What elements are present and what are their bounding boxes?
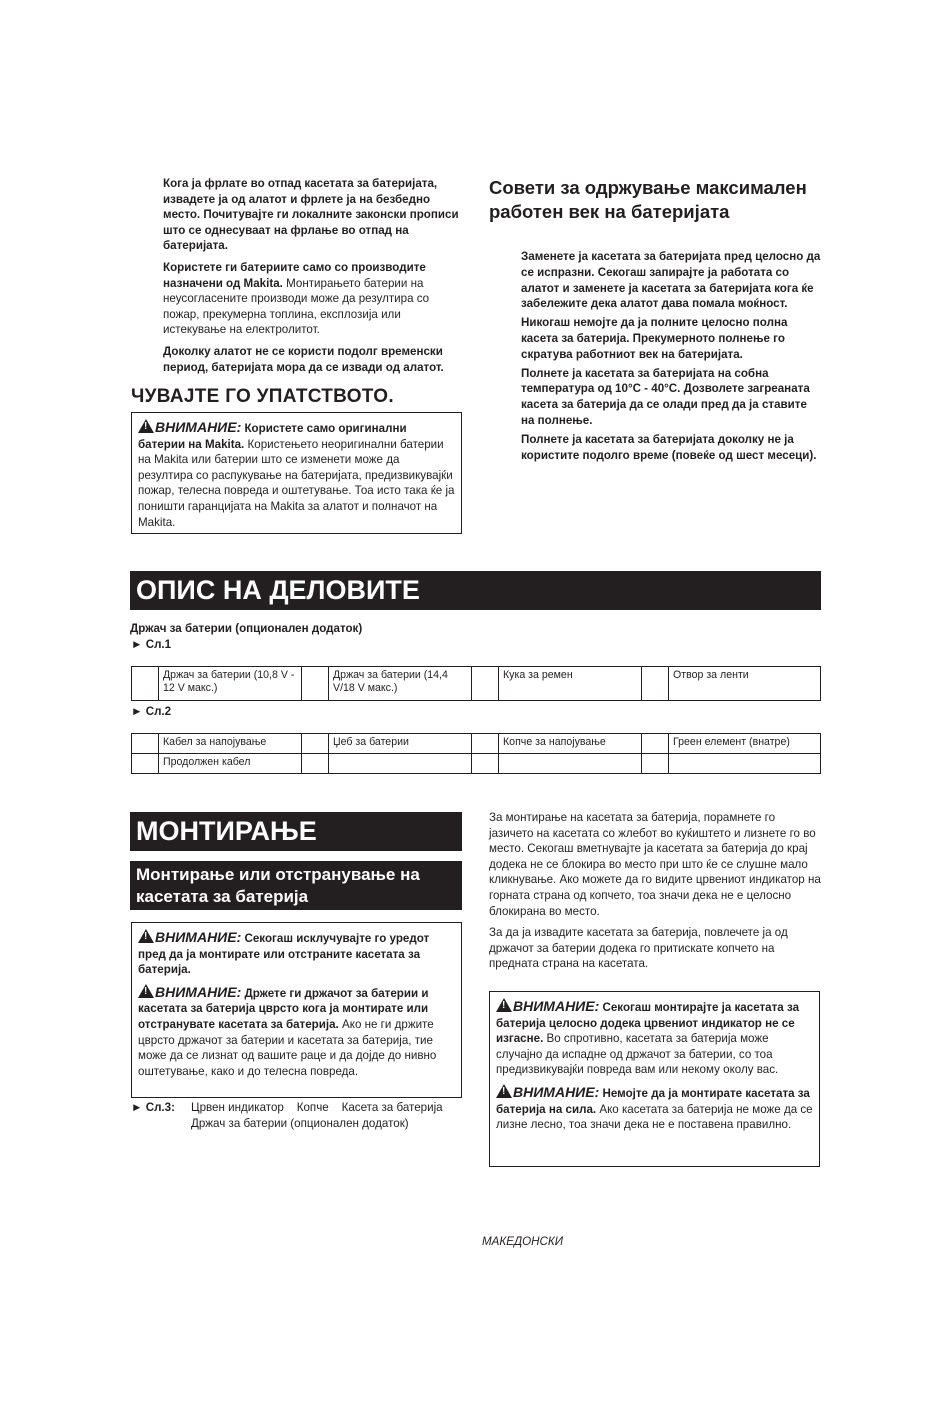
table-cell: Кабел за напојување — [159, 734, 302, 754]
fig3-label: ► Сл.3: — [131, 1101, 175, 1114]
warning-switch-off: !ВНИМАНИЕ: Секогаш исклучувајте го уредот пред да ја монтирате или отстраните касетата за батерија. — [138, 929, 455, 978]
table-row — [132, 734, 821, 754]
fig1-label: ► Сл.1 — [131, 638, 172, 651]
table-cell: Отвор за ленти — [669, 667, 821, 701]
mounting-banner: МОНТИРАЊЕ — [130, 812, 462, 851]
page-footer-language: МАКЕДОНСКИ — [482, 1235, 564, 1248]
mounting-paragraph: За монтирање на касетата за батерија, порамнете го јазичето на касетата со жлебот во куќиштето и лизнете го во место. Секогаш вметнувајте ја касетата за батерија до крај додека не се блокира во место при што ќе се слушне мало кликнување. Ако можете да го видите црвениот индикатор на горната страна од копчето, тоа значи дека не е целосно блокирана во место. — [489, 811, 821, 918]
mounting-instructions — [489, 810, 821, 978]
removal-paragraph: За да ја извадите касетата за батерија, повлечете ја од држачот за батерии додека го притискате копчето на предната страна на касетата. — [489, 926, 788, 971]
warning-box-mounting — [131, 922, 462, 1098]
fig3-legend: Црвен индикатор Копче Касета за батерија Држач за батерии (опционален додаток) — [191, 1101, 456, 1130]
warning-box-genuine: !ВНИМАНИЕ: Користете само оригинални батерии на Makita. Користењето неоригинални батерии на Makita или батерии што се изменети може да резултира со распукување на батеријата, предизвикувајќи пожар, телесна повреда и оштетување. Тоа исто така ќе ја поништи гаранцијата на Makita за алатот и полначот на Makita. — [131, 412, 462, 534]
table-row — [132, 667, 821, 701]
disposal-note: Кога ја фрлате во отпад касетата за батеријата, извадете ја од алатот и фрлете ја на безбедно место. Почитувајте ги локалните законски прописи што се однесуваат на фрлање во отпад на батеријата. — [163, 177, 459, 253]
parts-description-banner: ОПИС НА ДЕЛОВИТЕ — [130, 571, 821, 610]
table-row — [132, 754, 821, 774]
tip-item: Заменете ја касетата за батеријата пред целосно да се испразни. Секогаш запирајте ја работата со алатот и заменете ја касетата за батеријата кога ќе забележите дека алатот дава помала моќност. — [521, 250, 821, 311]
table-cell: Продолжен кабел — [159, 754, 302, 774]
fig3-caption — [131, 1100, 462, 1131]
storage-note: Доколку алатот не се користи подолг временски период, батеријата мора да се извади од алатот. — [163, 344, 444, 374]
table-cell: Копче за напојување — [499, 734, 642, 754]
table-cell: Греен елемент (внатре) — [669, 734, 821, 754]
warning-box-install — [489, 991, 820, 1167]
tips-heading: Совети за одржување максимален работен век на батеријата — [489, 177, 807, 222]
parts-subtitle: Држач за батерии (опционален додаток) — [130, 622, 363, 635]
warning-hold-firmly: !ВНИМАНИЕ: Држете ги држачот за батерии и касетата за батерија цврсто кога ја монтирате или отстранувате касетата за батерија. Ако не ги држите цврсто држачот за батерии и касетата за батерија, тие може да се лизнат од вашите раце и да дојде до нивно оштетување, како и до телесна повреда. — [138, 984, 455, 1080]
warning-triangle-icon — [496, 998, 512, 1012]
fig2-parts-table — [131, 733, 821, 774]
fig2-label: ► Сл.2 — [131, 705, 172, 718]
warning-full-install: !ВНИМАНИЕ: Секогаш монтирајте ја касетата за батерија целосно додека црвениот индикатор не се изгасне. Во спротивно, касетата за батерија може случајно да испадне од држачот за батерии, со тоа предизвикувајќи повреда вам или некому околу вас. — [496, 998, 813, 1078]
warning-triangle-icon — [496, 1084, 512, 1098]
tips-list — [521, 249, 821, 469]
table-cell: Држач за батерии (14,4 V/18 V макс.) — [329, 667, 472, 701]
warning-no-force: !ВНИМАНИЕ: Немојте да ја монтирате касетата за батерија на сила. Ако касетата за батерија не може да се лизне лесно, тоа значи дека не е поставена правилно. — [496, 1084, 813, 1133]
fig1-parts-table — [131, 666, 821, 701]
table-cell: Држач за батерии (10,8 V - 12 V макс.) — [159, 667, 302, 701]
genuine-battery-note: Користете ги батериите само со производите назначени од Makita. Монтирањето батерии на неусогласените производи може да резултира со пожар, прекумерна топлина, експлозија или истекување на електролитот. — [163, 260, 430, 337]
table-cell: Џеб за батерии — [329, 734, 472, 754]
save-instructions-heading: ЧУВАЈТЕ ГО УПАТСТВОТО. — [131, 386, 394, 407]
warning-triangle-icon — [138, 419, 154, 433]
warning-triangle-icon — [138, 929, 154, 943]
mounting-subheading: Монтирање или отстранување на касетата за батерија — [130, 861, 462, 910]
warning-triangle-icon — [138, 984, 154, 998]
table-cell: Кука за ремен — [499, 667, 642, 701]
left-top-notes — [163, 176, 461, 381]
tip-item: Никогаш немојте да ја полните целосно полна касета за батерија. Прекумерното полнење го скратува работниот век на батеријата. — [521, 316, 788, 361]
tip-item: Полнете ја касетата за батеријата доколку не ја користите подолго време (повеќе од шест месеци). — [521, 432, 817, 462]
tip-item: Полнете ја касетата за батеријата на собна температура од 10°C - 40°C. Дозволете загреаната касета за батерија да се олади пред да ја ставите на полнење. — [521, 366, 810, 427]
